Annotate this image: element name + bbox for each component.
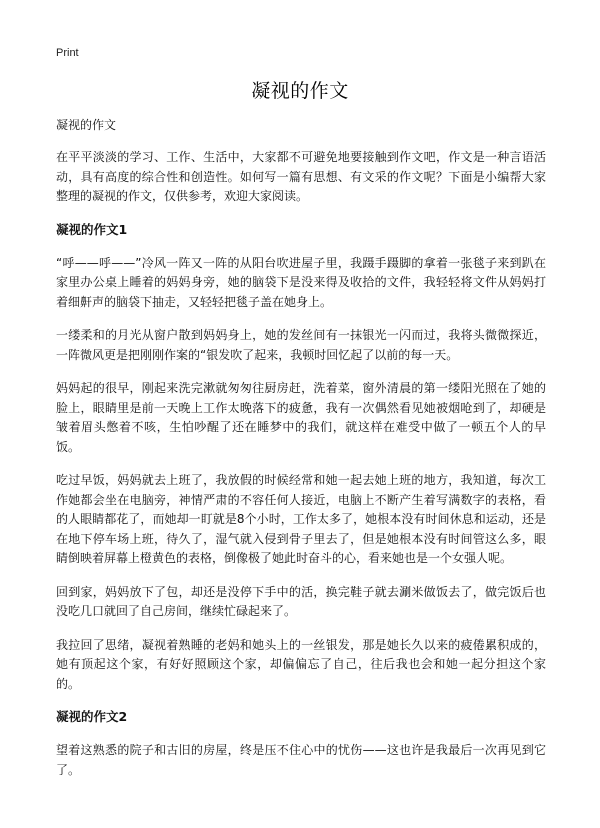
section-heading-1: 凝视的作文1 — [56, 221, 128, 237]
section-1-paragraph-2: 一缕柔和的月光从窗户散到妈妈身上，她的发丝间有一抹银光一闪而过，我将头微微探近，一阵微风更是把刚刚作案的“银发吹了起来，我顿时回忆起了以前的每一天。 — [56, 328, 546, 362]
section-2-paragraph-1: 望着这熟悉的院子和古旧的房屋，终是压不住心中的忧伤——这也许是我最后一次再见到它了。 — [56, 743, 546, 777]
section-1-paragraph-1: “呼——呼——”冷风一阵又一阵的从阳台吹进屋子里，我蹑手蹑脚的拿着一张毯子来到趴在家里办公桌上睡着的妈妈身旁，她的脑袋下是没来得及收拾的文件，我轻轻将文件从妈妈打着细鼾声的脑袋下抽走，又轻轻把毯子盖在她身上。 — [56, 255, 546, 309]
section-1-paragraph-6: 我拉回了思绪，凝视着熟睡的老妈和她头上的一丝银发，那是她长久以来的疲倦累积成的，她有顶起这个家，有好好照顾这个家，却偏偏忘了自己，往后我也会和她一起分担这个家的。 — [56, 637, 546, 691]
intro-paragraph: 在平平淡淡的学习、工作、生活中，大家都不可避免地要接触到作文吧，作文是一种言语活动，具有高度的综合性和创造性。如何写一篇有思想、有文采的作文呢？下面是小编帮大家整理的凝视的作文，仅供参考，欢迎大家阅读。 — [56, 150, 546, 203]
section-1-paragraph-4: 吃过早饭，妈妈就去上班了，我放假的时候经常和她一起去她上班的地方，我知道，每次工作她都会坐在电脑旁，神情严肃的不容任何人接近，电脑上不断产生着写满数字的表格，看的人眼睛都花了，而她却一盯就是8个小时，工作太多了，她根本没有时间休息和运动，还是在地下停车场上班，待久了，湿气就入侵到骨子里去了，但是她根本没有时间管这么多，眼睛倒映着屏幕上橙黄色的表格，倒像极了她此时奋斗的心，看来她也是一个女强人呢。 — [56, 473, 546, 565]
section-1-paragraph-5: 回到家，妈妈放下了包，却还是没停下手中的活，换完鞋子就去涮米做饭去了，做完饭后也没吃几口就回了自己房间，继续忙碌起来了。 — [56, 584, 546, 618]
document-subtitle: 凝视的作文 — [56, 118, 117, 132]
document-body — [56, 116, 546, 794]
page-title: 凝视的作文 — [251, 80, 349, 102]
print-link[interactable]: Print — [56, 47, 79, 59]
section-1-paragraph-3: 妈妈起的很早，刚起来洗完漱就匆匆往厨房赶，洗着菜，窗外清晨的第一缕阳光照在了她的脸上，眼睛里是前一天晚上工作太晚落下的疲惫，我有一次偶然看见她被烟呛到了，却硬是皱着眉头憋着不咳，生怕吵醒了还在睡梦中的我们，就这样在难受中做了一顿五个人的早饭。 — [56, 381, 546, 454]
section-heading-2: 凝视的作文2 — [56, 709, 128, 724]
